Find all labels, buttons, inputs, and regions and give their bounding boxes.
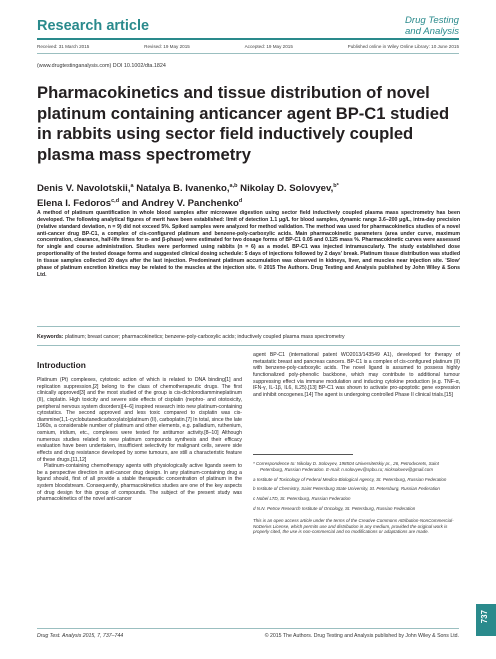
- article-title: Pharmacokinetics and tissue distribution of novel platinum containing anticancer agent BP-C1 studied in rabbits using sector field inductively coupled plasma mass spectrometry: [37, 83, 450, 164]
- footnote-rule: [253, 454, 353, 455]
- revised-date: Revised: 19 May 2015: [144, 44, 190, 49]
- keywords-rule: [37, 345, 460, 346]
- affiliation-footnote: d N.N. Petrov Research Institute of Oncology, St. Petersburg, Russian Federation: [253, 505, 416, 511]
- affiliation-marker: a,b: [229, 183, 238, 189]
- correspondence-footnote: * Correspondence to: Nikolay D. Solovyev, 198504 Universitetskiy pr., 26, Petrodvorets, Saint Petersburg, Russian Federation. E-mail: n.solovyev@spbu.ru; nicksolovev@gmail.com: [253, 461, 439, 472]
- introduction-heading: Introduction: [37, 360, 86, 370]
- right-column: [253, 352, 460, 398]
- keywords-label: Keywords:: [37, 334, 64, 340]
- affiliation-marker: b*: [333, 183, 339, 189]
- author-list: [37, 180, 457, 210]
- doi-line[interactable]: (www.drugtestinganalysis.com) DOI 10.1002/dta.1824: [37, 63, 166, 69]
- footer-copyright: © 2015 The Authors. Drug Testing and Analysis published by John Wiley & Sons Ltd.: [264, 633, 459, 639]
- section-label: Research article: [37, 18, 150, 34]
- open-access-notice: This is an open access article under the terms of the Creative Commons Attribution-NonCommercial-NoDerivs License, which permits use and distribution in any medium, provided the original work is properly cited, the use is non-commercial and no modifications or adaptations are made.: [253, 517, 454, 535]
- published-date: Published online in Wiley Online Library: 10 June 2015: [347, 44, 459, 49]
- abstract: A method of platinum quantification in whole blood samples after microwave digestion using sector field inductively coupled plasma mass spectrometry has been developed. The following analytical figures of merit have been established: limit of detection 1.1 μg/L for blood samples, dynamic range 3.6–200 μg/L, intra-day precision (relative standard deviation, n = 9) did not exceed 5%. Spiked samples were analyzed for method validation. The method was used for pharmacokinetics studies of a novel anti-cancer drug BP-C1, a complex of cis-configured platinum and benzene-poly-carboxylic acids. Main pharmacokinetic parameters (area under curve, maximum concentration, clearance, half-life times for α- and β-phase) were estimated for two dosage forms of BP-C1 0.05 and 0.125 mass %. Pharmacokinetic curves were assessed for single and course administration. Studies were performed using rabbits (n = 6) as a model. BP-C1 was injected intramuscularly. The study established dose proportionality of the tested dosage forms and suggested clinical dosing schedule: 5 days of injections followed by 2 days' break. Platinum tissue distribution was studied in tissue samples collected 20 days after the last injection. Predominant platinum accumulation was observed in kidneys, liver, and muscles near injection site. 'Slow' phase of platinum excretion kinetics may be related to the muscles at the injection site. © 2015 The Authors. Drug Testing and Analysis published by John Wiley & Sons Ltd.: [37, 210, 460, 278]
- affiliation-footnote: a Institute of Toxicology of Federal Medico-Biological Agency, St. Petersburg, Russian Federation: [253, 476, 447, 482]
- affiliation-footnote: b Institute of Chemistry, Saint Petersburg State University, St. Petersburg, Russian Federation: [253, 486, 440, 492]
- page-header: [37, 14, 459, 48]
- journal-name-line1: Drug Testing: [404, 15, 459, 26]
- footer-citation: Drug Test. Analysis 2015, 7, 737–744: [37, 633, 124, 639]
- journal-name: [405, 16, 459, 37]
- author-name[interactable]: Nikolay D. Solovyev,: [237, 183, 334, 195]
- footnotes: [253, 461, 460, 535]
- body-paragraph: Platinum (Pt) complexes, cytotoxic action of which is related to DNA binding[1] and replication suppression,[2] belong to the class of chemotherapeutic drugs. The first clinically approved[3] and the most studied of the group is cis-dichlorodiammineplatinum (II), cisplatin. High toxicity and severe side effects of cisplatin (nephro- and ototoxicity, peripheral nervous system disorders)[4–6] inspired research into new platinum-containing cytostatics. The second approved and less toxic compared to cisplatin was cis-diammine(1,1-cyclobutanedicarboxylato)platinum (II), carboplatin.[7] In total, since the late 1960s, a considerable number of platinum and other elements, e.g. palladium, ruthenium, osmium, iridium, etc., complexes were tested for antitumor activity.[8–10] Although numerous studies related to new platinum compounds synthesis and their efficacy evaluation have been undertaken, insufficient selectivity for malignant cells, severe side effects and drug resistance developed by some tumours, are still a characteristic feature of these drugs.[11,12]: [37, 377, 242, 463]
- journal-name-line2: and Analysis: [404, 25, 459, 37]
- article-dates: [37, 44, 459, 49]
- affiliation-marker: c,d: [111, 198, 120, 205]
- affiliation-marker: d: [238, 198, 243, 205]
- dates-rule: [37, 53, 459, 54]
- body-paragraph: agent BP-C1 (international patent WO2013/143549 A1), developed for therapy of metastatic breast and pancreas cancers. BP-C1 is a complex of cis-configured platinum (II) with benzene-poly-carboxylic acids. The novel ligand is assumed to possess highly functionalized poly-phenolic backbone, which may contribute to additional tumour suppressing effect via immune modulation and inducing cytokine production (e.g. TNF-α, IFN-γ, IL-1β, IL6, IL25).[13] BP-C1 was shown to activate pro-apoptotic gene expression and inhibit oncogenes.[14] The agent is undergoing controlled Phase II clinical trials.[15]: [253, 352, 460, 398]
- keywords: [37, 334, 460, 340]
- author-name[interactable]: and Andrey V. Panchenko: [119, 198, 239, 210]
- affiliation-footnote: c Nobel LTD, St. Petersburg, Russian Federation: [253, 496, 351, 502]
- affiliation-marker: a: [130, 183, 134, 189]
- body-paragraph: Platinum-containing chemotherapy agents with physiologically active ligands seem to be a perspective direction in anti-cancer drug design. In any platinum-containing drug a ligand should, first of all provide a stable therapeutic concentration of platinum in the system bloodstream. Consequently, pharmacokinetics studies are one of the key aspects of drug design for this group of compounds. The subject of the present study was pharmacokinetics of the novel anti-cancer: [37, 463, 242, 503]
- author-name[interactable]: Natalya B. Ivanenko,: [133, 183, 230, 195]
- abstract-rule: [37, 326, 460, 327]
- author-name[interactable]: Elena I. Fedoros: [37, 198, 112, 210]
- keywords-text: platinum; breast cancer; pharmacokinetics; benzene-poly-carboxylic acids; inductively coupled plasma mass spectrometry: [63, 334, 345, 340]
- received-date: Received: 31 March 2015: [37, 44, 90, 49]
- accepted-date: Accepted: 19 May 2015: [244, 44, 293, 49]
- left-column: [37, 360, 242, 503]
- footer-rule: [37, 628, 459, 629]
- author-name[interactable]: Denis V. Navolotskii,: [37, 183, 131, 195]
- header-rule: [37, 38, 459, 40]
- page-number: 737: [480, 610, 489, 624]
